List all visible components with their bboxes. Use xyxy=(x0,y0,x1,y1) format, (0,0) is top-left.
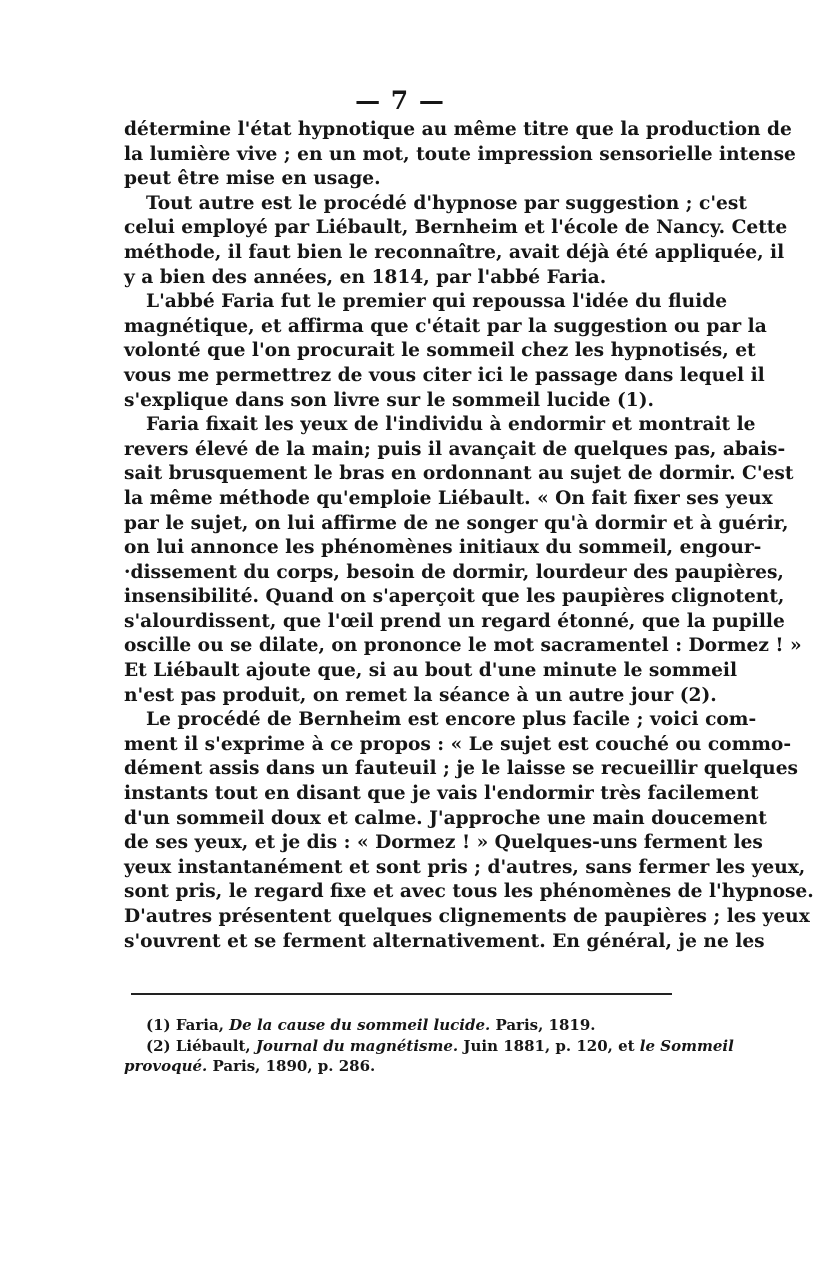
text-line: insensibilité. Quand on s'aperçoit que les paupières clignotent, xyxy=(124,586,785,608)
footnote-2-cont xyxy=(124,1056,672,1077)
text-line: oscille ou se dilate, on prononce le mot sacramentel : Dormez ! » xyxy=(124,635,802,657)
text-line: Le procédé de Bernheim est encore plus facile ; voici com- xyxy=(146,709,757,731)
text-line: la lumière vive ; en un mot, toute impression sensorielle intense xyxy=(124,143,796,165)
text-line: d'un sommeil doux et calme. J'approche une main doucement xyxy=(124,807,767,829)
text-line: s'explique dans son livre sur le sommeil lucide (1). xyxy=(124,389,654,411)
text-line: peut être mise en usage. xyxy=(124,168,381,190)
text-line: s'alourdissent, que l'œil prend un regard étonné, que la pupille xyxy=(124,610,785,632)
footnote-2-title2b: provoqué. xyxy=(124,1057,208,1075)
footnote-1-author: (1) Faria, xyxy=(146,1016,230,1034)
footnote-2-middle: Juin 1881, p. 120, et xyxy=(458,1036,640,1055)
text-line: détermine l'état hypnotique au même titre que la production de xyxy=(124,119,792,140)
text-line: Faria fixait les yeux de l'individu à endormir et montrait le xyxy=(146,414,756,436)
text-line: de ses yeux, et je dis : « Dormez ! » Quelques-uns ferment les xyxy=(124,832,763,854)
text-line: ment il s'exprime à ce propos : « Le sujet est couché ou commo- xyxy=(124,733,792,755)
text-line: y a bien des années, en 1814, par l'abbé Faria. xyxy=(124,266,607,288)
text-line: Tout autre est le procédé d'hypnose par suggestion ; c'est xyxy=(146,192,747,214)
text-line: n'est pas produit, on remet la séance à un autre jour (2). xyxy=(124,684,717,706)
text-line: par le sujet, on lui affirme de ne songer qu'à dormir et à guérir, xyxy=(124,512,789,534)
text-line: s'ouvrent et se ferment alternativement. En général, je ne les xyxy=(124,930,765,952)
text-line: volonté que l'on procurait le sommeil chez les hypnotisés, et xyxy=(124,340,756,362)
footnote-1-title: De la cause du sommeil lucide. xyxy=(229,1016,491,1034)
text-line: yeux instantanément et sont pris ; d'autres, sans fermer les yeux, xyxy=(124,856,806,878)
footnote-2-rest: Paris, 1890, p. 286. xyxy=(207,1057,376,1075)
footnote-divider xyxy=(131,993,672,995)
text-line: dément assis dans un fauteuil ; je le laisse se recueillir quelques xyxy=(124,758,798,780)
footnote-2 xyxy=(124,1036,734,1057)
main-text xyxy=(124,118,814,954)
text-line: méthode, il faut bien le reconnaître, avait déjà été appliquée, il xyxy=(124,241,785,263)
page-number: — 7 — xyxy=(355,86,445,115)
text-line: celui employé par Liébault, Bernheim et l'école de Nancy. Cette xyxy=(124,217,788,239)
text-line: on lui annonce les phénomènes initiaux du sommeil, engour- xyxy=(124,537,762,559)
footnote-1 xyxy=(124,1015,672,1036)
text-line: vous me permettrez de vous citer ici le passage dans lequel il xyxy=(124,364,765,386)
text-line: ·dissement du corps, besoin de dormir, lourdeur des paupières, xyxy=(124,561,784,583)
text-line: L'abbé Faria fut le premier qui repoussa l'idée du fluide xyxy=(146,291,728,313)
footnote-2-author: (2) Liébault, xyxy=(146,1036,256,1055)
text-line: sait brusquement le bras en ordonnant au sujet de dormir. C'est xyxy=(124,463,794,485)
text-line: revers élevé de la main; puis il avançait de quelques pas, abais- xyxy=(124,438,786,460)
text-line: sont pris, le regard fixe et avec tous les phénomènes de l'hypnose. xyxy=(124,881,814,903)
text-line: magnétique, et affirma que c'était par la suggestion ou par la xyxy=(124,315,767,337)
text-line: instants tout en disant que je vais l'endormir très facilement xyxy=(124,783,759,805)
footnotes xyxy=(124,1015,734,1077)
text-line: D'autres présentent quelques clignements de paupières ; les yeux xyxy=(124,906,810,927)
text-line: Et Liébault ajoute que, si au bout d'une minute le sommeil xyxy=(124,660,738,682)
footnote-2-title2: le Sommeil xyxy=(639,1036,734,1055)
footnote-2-title: Journal du magnétisme. xyxy=(255,1036,459,1055)
footnote-1-rest: Paris, 1819. xyxy=(490,1016,596,1034)
text-line: la même méthode qu'emploie Liébault. « On fait fixer ses yeux xyxy=(124,487,773,509)
